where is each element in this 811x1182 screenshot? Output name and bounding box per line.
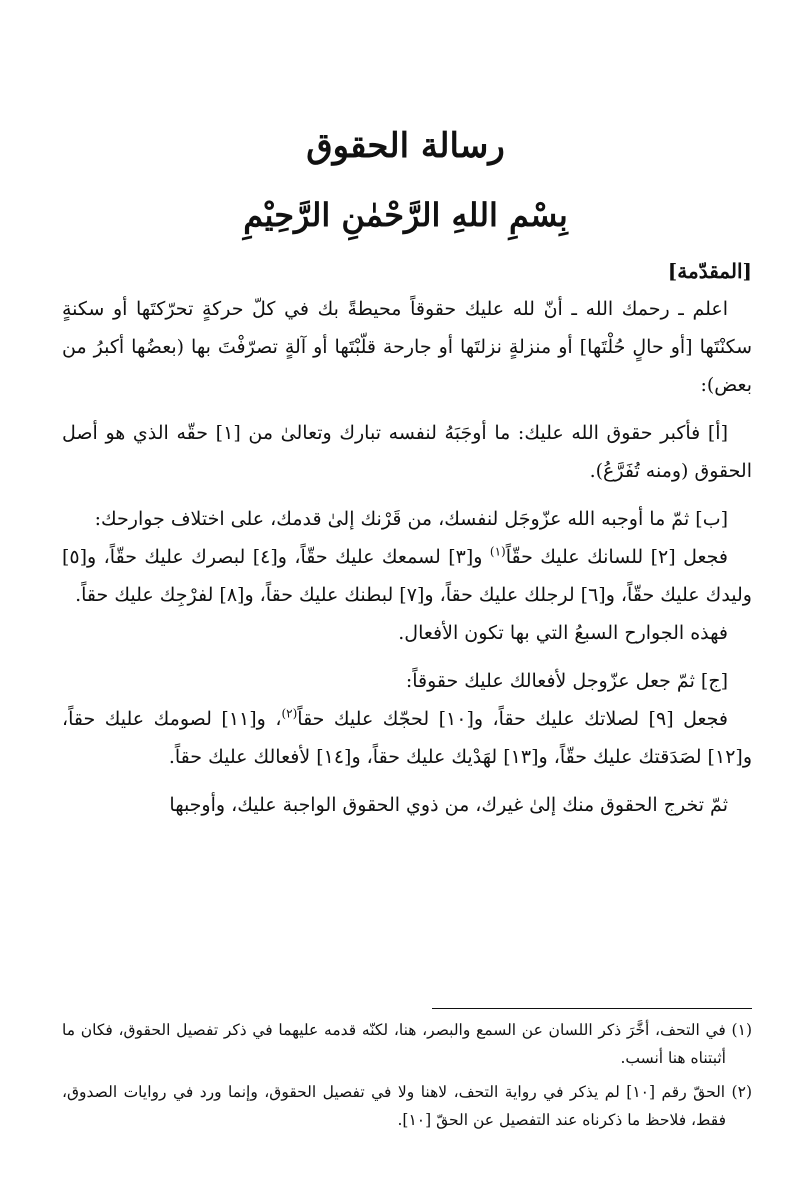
footnotes (62, 1016, 752, 1140)
footnote-divider (432, 1008, 752, 1009)
footnote-ref-1: (١) (489, 544, 506, 559)
main-text (62, 252, 752, 824)
paragraph-acts-part2: ، و[١١] لصومك عليك حقاً، و[١٢] لصَدَقتك عليك حقّاً، و[١٣] لهَدْيك عليك حقاً، و[١٤] لأفعالك عليك حقاً. (62, 708, 752, 768)
paragraph-limbs-part2: و[٣] لسمعك عليك حقّاً، و[٤] لبصرك عليك حقّاً، و[٥] وليدك عليك حقّاً، و[٦] لرجلك عليك حقاً، و[٧] لبطنك عليك حقاً، و[٨] لفرْجِك عليك حقاً. (62, 546, 752, 606)
paragraph-alif: [أ] فأكبر حقوق الله عليك: ما أوجَبَهُ لنفسه تبارك وتعالىٰ من [١] حقّه الذي هو أصل الحقوق (ومنه تُفَرَّعُ). (62, 422, 752, 482)
footnote-ref-2: (٢) (281, 706, 298, 721)
paragraph-ba: [ب] ثمّ ما أوجبه الله عزّوجَل لنفسك، من قَرْنك إلىٰ قدمك، على اختلاف جوارحك: (94, 508, 728, 530)
paragraph-intro: اعلم ـ رحمك الله ـ أنّ لله عليك حقوقاً محيطةً بك في كلّ حركةٍ تحرّكتَها أو سكنةٍ سكنْتَها [أو حالٍ حُلْتَها] أو منزلةٍ نزلتَها أو جارحة قلّبْتَها أو آلةٍ تصرّفْتَ بها (بعضُها أكبرُ من بعض): (62, 298, 752, 396)
footnote-2: (٢) الحقّ رقم [١٠] لم يذكر في رواية التحف، لاهنا ولا في تفصيل الحقوق، وإنما ورد في روايات الصدوق، فقط، فلاحظ ما ذكرناه عند التفصيل عن الحقّ [١٠]. (62, 1083, 752, 1129)
paragraph-seven-limbs: فهذه الجوارح السبعُ التي بها تكون الأفعال. (398, 622, 728, 644)
footnote-1: (١) في التحف، أخَّرَ ذكر اللسان عن السمع والبصر، هنا، لكنّه قدمه عليهما في ذكر تفصيل الحقوق، فكان ما أثبتناه هنا أنسب. (62, 1021, 752, 1067)
page-title: رسالة الحقوق (306, 126, 505, 166)
basmala: بِسْمِ اللهِ الرَّحْمٰنِ الرَّحِيْمِ (243, 196, 568, 234)
paragraph-others: ثمّ تخرج الحقوق منك إلىٰ غيرك، من ذوي الحقوق الواجبة عليك، وأوجبها (169, 794, 728, 816)
section-heading: [المقدّمة] (667, 259, 752, 283)
paragraph-limbs (62, 538, 752, 614)
paragraph-acts-part1: فجعل [٩] لصلاتك عليك حقاً، و[١٠] لحجّك عليك حقاً (297, 708, 729, 730)
paragraph-jim: [ج] ثمّ جعل عزّوجل لأفعالك عليك حقوقاً: (405, 670, 728, 692)
paragraph-limbs-part1: فجعل [٢] للسانك عليك حقّاً (505, 546, 729, 568)
paragraph-acts (62, 700, 752, 776)
